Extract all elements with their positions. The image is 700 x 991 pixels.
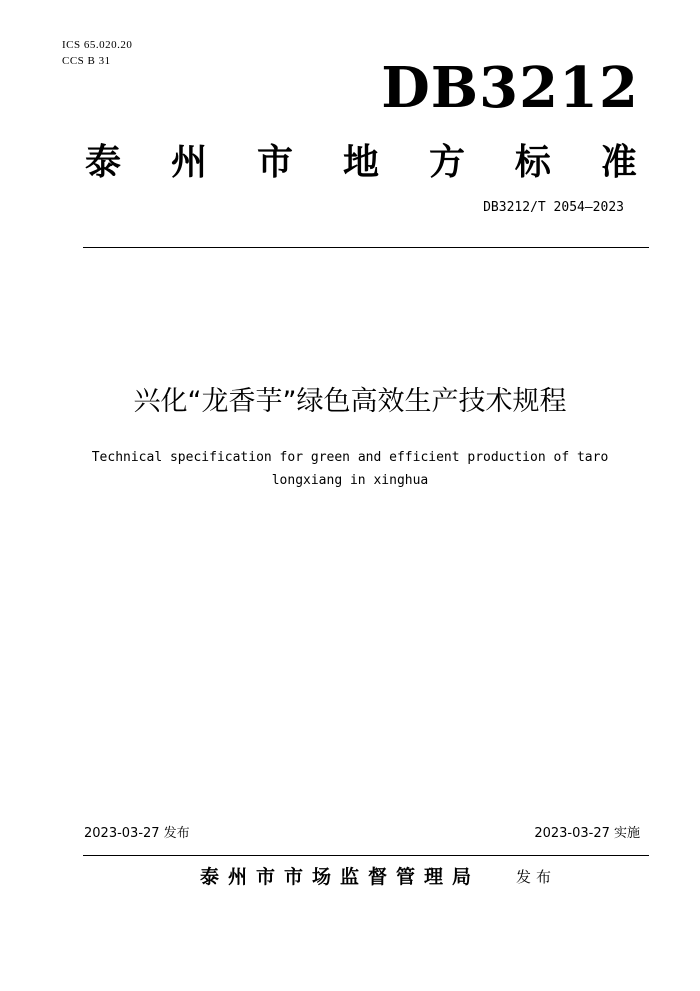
title-char-5: 方 <box>428 141 465 183</box>
title-en-line-2: longxiang in xinghua <box>271 473 429 488</box>
standard-type-title <box>85 140 637 184</box>
ccs-code: CCS B 31 <box>62 55 111 67</box>
top-divider <box>83 247 649 248</box>
issue-label: 发布 <box>516 868 557 886</box>
issuing-authority: 泰州市市场监督管理局 <box>200 866 481 888</box>
bottom-divider <box>83 855 649 856</box>
standard-code-logo: DB3212 <box>381 55 639 121</box>
publish-date: 2023-03-27 发布 <box>84 826 190 841</box>
title-char-4: 地 <box>342 141 379 183</box>
title-char-1: 泰 <box>85 141 122 183</box>
title-char-6: 标 <box>514 141 551 183</box>
standard-number: DB3212/T 2054—2023 <box>483 200 624 215</box>
title-char-2: 州 <box>170 141 207 183</box>
title-char-3: 市 <box>256 141 293 183</box>
ics-code: ICS 65.020.20 <box>62 39 133 51</box>
title-char-7: 准 <box>600 141 637 183</box>
document-title-en <box>70 446 630 492</box>
implement-date: 2023-03-27 实施 <box>534 826 640 841</box>
title-en-line-1: Technical specification for green and efficient production of taro <box>91 450 609 465</box>
document-title-cn: 兴化“龙香芋”绿色高效生产技术规程 <box>133 386 567 417</box>
